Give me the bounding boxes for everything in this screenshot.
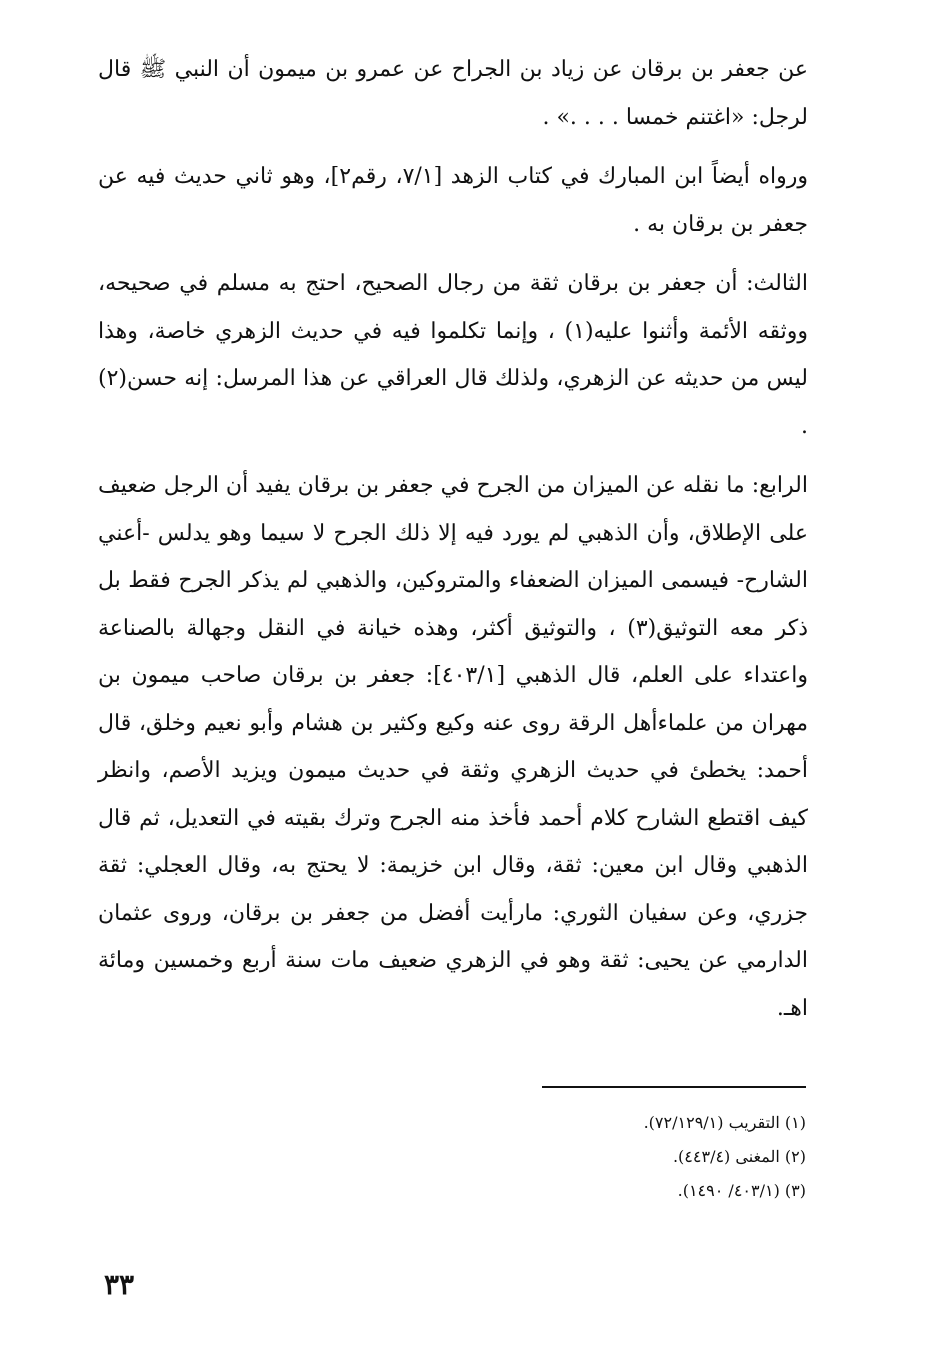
footnotes [420,1106,806,1208]
paragraph-ibn-mubarak: ورواه أيضاً ابن المبارك في كتاب الزهد [٧/١، رقم٢]، وهو ثاني حديث فيه عن جعفر بن برقان به . [98,164,808,237]
footnote-2: (٢) المغنى (٤٤٣/٤). [672,1147,806,1166]
footnote-separator [542,1086,806,1088]
paragraph-third-point: الثالث: أن جعفر بن برقان ثقة من رجال الصحيح، احتج به مسلم في صحيحه، ووثقه الأئمة وأثنوا عليه(١) ، وإنما تكلموا فيه في حديث الزهري خاصة، وهذا ليس من حديثه عن الزهري، ولذلك قال العراقي عن هذا المرسل: إنه حسن(٢) . [98,271,808,439]
footnote-3: (٣) (٤٠٣/١/ ١٤٩٠). [677,1181,806,1200]
footnote-1: (١) التقريب (٧٢/١٢٩/١). [643,1113,806,1132]
main-text [98,46,808,1044]
paragraph-hadith-chain: عن جعفر بن برقان عن زياد بن الجراح عن عمرو بن ميمون أن النبي ﷺ قال لرجل: «اغتنم خمسا . . . .» . [98,57,808,130]
page-number: ٣٣ [104,1268,135,1301]
paragraph-fourth-point: الرابع: ما نقله عن الميزان من الجرح في جعفر بن برقان يفيد أن الرجل ضعيف على الإطلاق، وأن الذهبي لم يورد فيه إلا ذلك الجرح لا سيما وهو يدلس -أعني الشارح- فيسمى الميزان الضعفاء والمتروكين، والذهبي لم يذكر الجرح فقط بل ذكر معه التوثيق(٣) ، والتوثيق أكثر، وهذه خيانة في النقل وجهالة بالصناعة واعتداء على العلم، قال الذهبي [٤٠٣/١]: جعفر بن برقان صاحب ميمون بن مهران من علماءأهل الرقة روى عنه وكيع وكثير بن هشام وأبو نعيم وخلق، قال أحمد: يخطئ في حديث الزهري وثقة في حديث ميمون ويزيد الأصم، وانظر كيف اقتطع الشارح كلام أحمد فأخذ منه الجرح وترك بقيته في التعديل، ثم قال الذهبي وقال ابن معين: ثقة، وقال ابن خزيمة: لا يحتج به، وقال العجلي: ثقة جزري، وعن سفيان الثوري: مارأيت أفضل من جعفر بن برقان، وروى عثمان الدارمي عن يحيى: ثقة وهو في الزهري ضعيف مات سنة أربع وخمسين ومائة اهـ. [98,473,809,1021]
